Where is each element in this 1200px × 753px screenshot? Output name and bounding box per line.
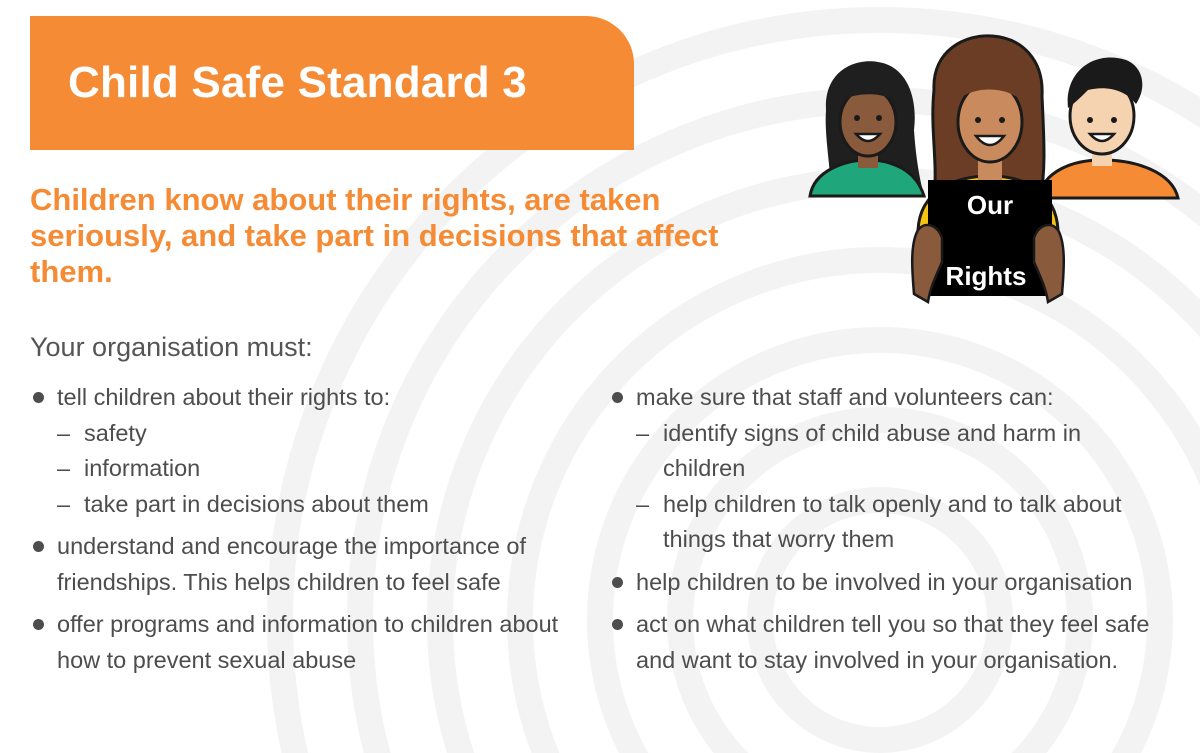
list-item-text: offer programs and information to children about how to prevent sexual abuse (57, 611, 559, 673)
list-item-text: help children to be involved in your organisation (636, 568, 1133, 595)
title-banner (30, 16, 634, 150)
children-our-rights-illustration (806, 30, 1186, 310)
list-item (609, 380, 1169, 558)
list-item (609, 565, 1169, 601)
list-item-text: understand and encourage the importance of friendships. This helps children to feel safe (57, 533, 527, 595)
right-requirement-list (609, 380, 1169, 685)
list-item (30, 380, 590, 522)
sub-list (636, 416, 1169, 558)
left-girl-figure (810, 61, 924, 196)
list-item-text: act on what children tell you so that they feel safe and want to stay involved in your organisation. (636, 611, 1150, 673)
sign-text-rights: Rights (945, 261, 1027, 291)
sub-list-item: – take part in decisions about them (57, 487, 590, 523)
list-item (30, 529, 590, 600)
right-boy-figure (1038, 57, 1178, 198)
sub-list (57, 416, 590, 523)
sub-list-item: – information (57, 451, 590, 487)
sub-list-item: – identify signs of child abuse and harm in children (636, 416, 1169, 487)
sub-list-item: – safety (57, 416, 590, 452)
sign-text-our: Our (966, 190, 1014, 220)
left-requirement-list (30, 380, 590, 685)
our-rights-sign (912, 180, 1064, 302)
section-lead: Your organisation must: (30, 332, 313, 362)
list-item (30, 607, 590, 678)
standard-summary: Children know about their rights, are taken seriously, and take part in decisions that affect them. (30, 182, 719, 289)
page-title: Child Safe Standard 3 (68, 58, 527, 107)
list-item-text: tell children about their rights to: (57, 384, 391, 410)
list-item (609, 607, 1169, 678)
list-item-text: make sure that staff and volunteers can: (636, 384, 1054, 410)
sub-list-item: – help children to talk openly and to talk about things that worry them (636, 487, 1169, 558)
